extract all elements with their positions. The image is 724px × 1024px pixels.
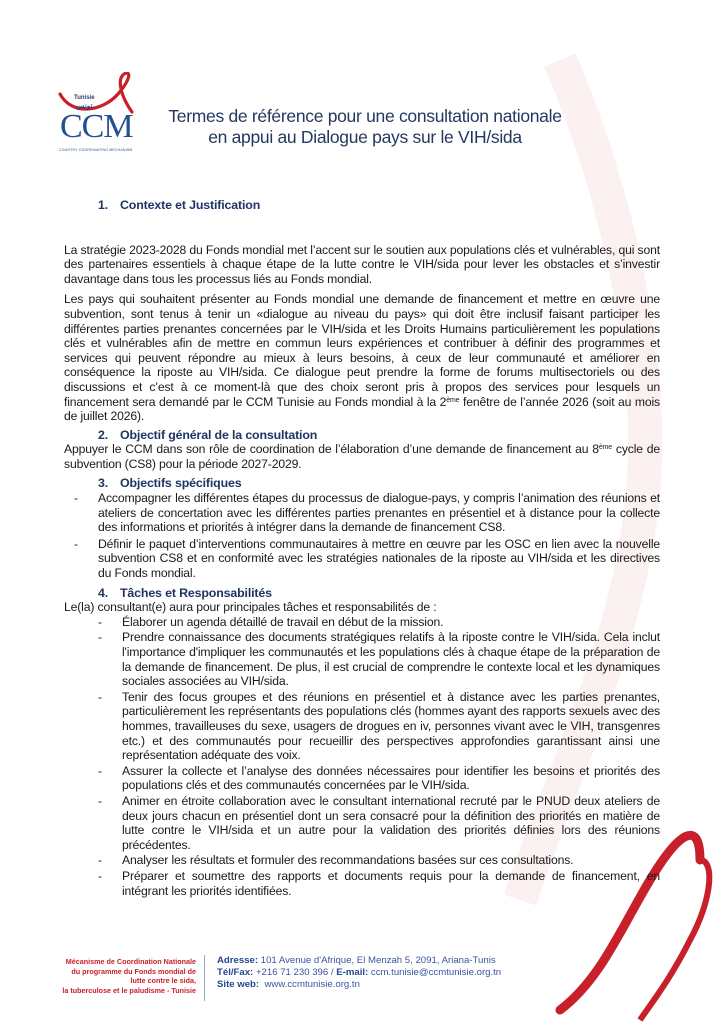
section-number: 2.	[98, 427, 109, 442]
list-item	[98, 630, 660, 689]
email-label: E-mail:	[336, 967, 369, 978]
section-heading-context	[64, 198, 660, 213]
paragraph-text: cycle de subvention (CS8) pour la période 2027-2029.	[64, 442, 660, 471]
section-heading-specific-objectives	[64, 476, 660, 491]
bullet-dash: -	[98, 853, 102, 868]
list-item-text: Accompagner les différentes étapes du processus de dialogue-pays, y compris l’animation des réunions et ateliers de concertation avec les différentes parties prenantes en présentiel et à distance pour la collecte des informations et priorités à intégrer dans la demande de financement CS8.	[98, 491, 660, 535]
footer-website	[217, 979, 501, 991]
list-item	[98, 853, 660, 868]
list-item-text: Analyser les résultats et formuler des recommandations basées sur ces consultations.	[122, 853, 574, 868]
superscript: ème	[598, 444, 613, 452]
paragraph-strategy: La stratégie 2023-2028 du Fonds mondial met l’accent sur le soutien aux populations clés et vulnérables, qui sont des partenaires essentiels à chaque étape de la lutte contre le VIH/sida pour lever les obstacles et s’investir davantage dans tous les processus liés au Fonds mondial.	[64, 242, 660, 286]
title-line-2: en appui au Dialogue pays sur le VIH/sida	[208, 127, 522, 147]
tel-value: +216 71 230 396	[255, 967, 329, 978]
footer-org-line: du programme du Fonds mondial de	[71, 966, 196, 976]
logo-country-ar: تونس	[76, 103, 93, 110]
section-number: 4.	[98, 585, 109, 600]
list-item	[98, 793, 660, 852]
footer-org-line: lutte contre le sida,	[130, 976, 196, 985]
separator: /	[328, 967, 337, 978]
website-link[interactable]: www.ccmtunisie.org.tn	[264, 979, 360, 990]
web-label: Site web:	[217, 979, 260, 990]
list-item	[74, 491, 660, 535]
footer-address	[217, 955, 501, 967]
section-number: 3.	[98, 475, 109, 490]
list-item-text: Préparer et soumettre des rapports et documents requis pour la demande de financement, en intégrant les priorités identifiées.	[122, 868, 660, 898]
paragraph-general-objective	[64, 442, 660, 471]
bullet-dash: -	[98, 868, 102, 883]
tasks-list	[64, 615, 660, 898]
section-number: 1.	[98, 198, 109, 212]
address-value: 101 Avenue d'Afrique, El Menzah 5, 2091, Ariana-Tunis	[260, 955, 496, 966]
section-title: Objectif général de la consultation	[120, 427, 318, 442]
bullet-dash: -	[98, 630, 102, 645]
list-item-text: Prendre connaissance des documents stratégiques relatifs à la riposte contre le VIH/sida. Cela inclut l'importance d'impliquer les communautés et les populations clés à chaque étape de la préparation de la demande de financement. De plus, il est crucial de comprendre le contexte local et les dynamiques sociales associées au VIH/sida.	[122, 630, 660, 689]
section-title: Objectifs spécifiques	[120, 475, 242, 490]
email-link[interactable]: ccm.tunisie@ccmtunisie.org.tn	[370, 967, 502, 978]
bullet-dash: -	[74, 536, 78, 551]
bullet-dash: -	[98, 793, 102, 808]
ccm-logo	[52, 72, 162, 162]
footer-phone-email	[217, 967, 501, 979]
list-item-text: Élaborer un agenda détaillé de travail en début de la mission.	[122, 614, 444, 629]
logo-acronym: CCM	[60, 108, 133, 145]
list-item	[74, 536, 660, 581]
title-line-1: Termes de référence pour une consultation nationale	[168, 106, 562, 126]
footer-org-line: Mécanisme de Coordination Nationale	[65, 957, 196, 966]
paragraph-tasks-intro: Le(la) consultant(e) aura pour principales tâches et responsabilités de :	[64, 600, 437, 615]
footer-organization	[38, 957, 196, 995]
bullet-dash: -	[98, 763, 102, 778]
tel-label: Tél/Fax:	[217, 967, 254, 978]
list-item	[98, 763, 660, 793]
list-item-text: Animer en étroite collaboration avec le consultant international recruté par le PNUD deux ateliers de deux jours chacun en présentiel dont un sera consacré pour la définition des priorités en matière de lutte contre le VIH/sida et un autre pour la validation des priorités définies lors des réunions précédentes.	[122, 793, 660, 852]
page-footer	[0, 953, 724, 1003]
footer-org-line: la tuberculose et le paludisme - Tunisie	[62, 985, 196, 995]
section-title: Tâches et Responsabilités	[120, 585, 272, 600]
specific-objectives-list	[64, 491, 660, 581]
list-item-text: Assurer la collecte et l’analyse des données nécessaires pour identifier les besoins et priorités des populations clés et des communautés concernées par le VIH/sida.	[122, 763, 660, 793]
bullet-dash: -	[98, 689, 102, 704]
list-item	[98, 614, 660, 630]
document-body	[64, 198, 660, 899]
document-title	[165, 106, 565, 148]
section-heading-tasks	[64, 586, 660, 601]
bullet-dash: -	[98, 614, 102, 629]
logo-subtitle: COUNTRY COORDINATING MECHANISM	[59, 148, 133, 152]
paragraph-dialogue	[64, 292, 660, 423]
list-item-text: Tenir des focus groupes et des réunions en présentiel et à distance avec les parties prenantes, particulièrement les représentants des populations clés (hommes ayant des rapports sexuels avec des hommes, travailleuses du sexe, usagers de drogues en iv, personnes vivant avec le VIH, transgenres etc.) et des communautés pour recueillir des perspectives approfondies garantissant ainsi une représentation adéquate des voix.	[122, 689, 660, 763]
footer-divider	[204, 955, 205, 1001]
section-heading-general-objective	[64, 428, 660, 443]
section-title: Contexte et Justification	[120, 198, 261, 212]
superscript: ème	[446, 396, 460, 404]
paragraph-text: Les pays qui souhaitent présenter au Fonds mondial une demande de financement et mettre en œuvre une subvention, sont tenus à tenir un «dialogue au niveau du pays» qui doit être inclusif faisant participer les différentes parties prenantes concernées par le VIH/sida et les Droits Humains particulièrement les populations clés et vulnérables afin de mettre en commun leurs expériences et contribuer à définir des programmes et services qui peuvent répondre au mieux à leurs besoins, à ceux de leur communauté et améliorer en conséquence la riposte au VIH/sida. Ce dialogue peut prendre la forme de forums multisectoriels ou des discussions et c’est à ce moment-là que des choix seront pris à propos des services pour lesquels un financement sera demandé par le CCM Tunisie au Fonds mondial à la 2	[64, 292, 660, 409]
paragraph-text: fenêtre de l’année 2026 (soit au mois de juillet 2026).	[64, 394, 661, 424]
paragraph-text: Appuyer le CCM dans son rôle de coordination de l’élaboration d’une demande de financement au 8	[64, 442, 599, 457]
logo-country: Tunisie	[74, 95, 95, 101]
address-label: Adresse:	[217, 955, 259, 966]
list-item-text: Définir le paquet d’interventions communautaires à mettre en œuvre par les OSC en lien avec la nouvelle subvention CS8 et en conformité avec les stratégies nationales de la riposte au VIH/sida et les directives du Fonds mondial.	[98, 536, 660, 581]
bullet-dash: -	[74, 491, 78, 506]
list-item	[98, 868, 660, 898]
footer-contact	[217, 955, 501, 991]
list-item	[98, 689, 660, 763]
